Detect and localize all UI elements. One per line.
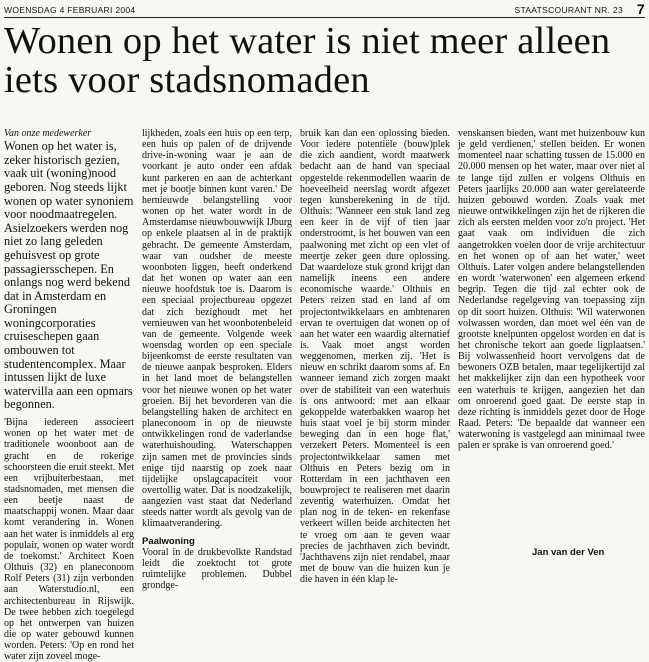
column-1 <box>4 128 134 662</box>
column-3 <box>300 128 450 585</box>
byline-top: Van onze medewerker <box>4 128 92 139</box>
column-2-text: lijkheden, zoals een huis op een terp, een huis op palen of de drijvende drive-in-woning waar je aan de voorkant je auto onder een afdak kunt parkeren en aan de achterkant met je bootje binnen kunt varen.' De hernieuwde belangstelling voor wonen op het water wordt in de Amsterdamse nieuwbouwwijk IJburg op enkele plaatsen al in de praktijk gebracht. De gemeente Amsterdam, waar van oudsher de meeste woonboten liggen, heeft onderkend dat het wonen op water aan een nieuwe hoofdstuk toe is. Daarom is een speciaal projectbureau opgezet dat zich bezighoudt met het vernieuwen van het woonbotenbeleid van de gemeente. Volgende week woensdag worden op een speciale bijeenkomst de eerste resultaten van de nieuwe aanpak besproken. Elders in het land moet de belangstellen voor het nieuwe wonen op het water groeien. Bij het bevorderen van die belangstelling haken de architect en planeconoom in op de nieuwste ontwikkelingen rond de vaderlandse waterhuishouding. Waterschappen zijn samen met de provincies sinds enige tijd naarstig op zoek naar tijdelijke opslagcapaciteit voor overtollig water. Dat is noodzakelijk, aangezien vast staat dat Nederland steeds natter wordt als gevolg van de klimaatverandering. <box>142 128 292 530</box>
column-2-text-b: Vooral in de drukbevolkte Randstad leidt die zoektocht tot grote ruimtelijke problemen. Dubbel grondge- <box>142 546 292 592</box>
header-rule <box>4 17 645 18</box>
newspaper-name: STAATSCOURANT NR. 23 <box>514 5 623 15</box>
intro-paragraph: Wonen op het water is, zeker historisch gezien, vaak uit (woning)nood geboren. Nog steeds lijkt wonen op water synoniem voor noodmaatregelen. Asielzoekers werden nog niet zo lang geleden gehuisvest op grote passagiersschepen. En onlangs nog werd bekend dat in Amsterdam en Groningen woningcorporaties cruiseschepen gaan ombouwen tot studentencomplex. Maar intussen lijkt de luxe watervilla aan een opmars begonnen. <box>4 139 134 412</box>
page-header <box>4 2 645 16</box>
issue-date: WOENSDAG 4 FEBRUARI 2004 <box>4 5 136 15</box>
column-1-text: 'Bijna iedereen associeert wonen op het water met de traditionele woonboot aan de gracht en de rokerige schoorsteen die eruit steekt. Met een vrijbuiterbestaan, met stadsnomaden, met mensen die een beetje naast de maatschappij wonen. Maar daar komt verandering in. Wonen aan het water is inmiddels al erg populair, wonen op water wordt de toekomst.' Architect Koen Olthuis (32) en planeconoom Rolf Peters (31) zijn verbonden aan Waterstudio.nl, een architectenbureau in Rijswijk. De twee hebben zich toegelegd op het ontwerpen van huizen die op water gebouwd kunnen worden. Peters: 'Op en rond het water zijn zoveel moge- <box>4 417 134 662</box>
column-3-text: bruik kan dan een oplossing bieden. Voor iedere potentiële (bouw)plek die zich aandient, wordt maatwerk bedacht aan de hand van speciaal opgestelde rekenmodellen waarin de hoeveelheid neerslag wordt afgezet tegen kunsberekening in de tijd. Olthuis: 'Wanneer een stuk land zeg een keer in de vijf of tien jaar onderstroomt, is het bouwen van een paalwoning met zicht op een vlet of meertje zeker geen dure oplossing. Dat waardeloze stuk grond krijgt dan namelijk ineens een andere economische waarde.' Olthuis en Peters reizen stad en land af om projectontwikkelaars en ambtenaren ervan te overtuigen dat wonen op of aan het water een waardig alternatief is. Vaak moet angst worden weggenomen, merken zij. 'Het is nieuw en schrikt daarom soms af. En wanneer iemand zich zorgen maakt over de stabiliteit van een waterhuis is ons antwoord: met aan elkaar gekoppelde waterbakken waarop het huis staat voel je bij storm minder beweging dan in een hoge flat,' verzekert Peters. Momenteel is een projectontwikkelaar samen met Olthuis en Peters bezig om in Rotterdam in een jachthaven een bouwproject te realiseren met daarin zeventig waterhuizen. Omdat het plan nog in de teken- en rekenfase verkeert willen beide architecten het te vroeg om aan te geven waar precies de jachthaven zich bevindt. 'Jachthavens zijn niet rendabel, maar met de bouw van die huizen kun je die haven in één klap le- <box>300 128 450 586</box>
headline: Wonen op het water is niet meer alleen iets voor stadsnomaden <box>4 20 611 101</box>
subhead: Paalwoning <box>142 535 195 547</box>
author-byline: Jan van der Ven <box>532 547 605 558</box>
column-4-text: venskansen bieden, want met huizenbouw kun je geld verdienen,' stellen beiden. Er wonen momenteel naar schatting tussen de 15.000 en 20.000 mensen op het water, maar over niet al te lange tijd zullen er volgens Olthuis en Peters jaarlijks 20.000 aan water gerelateerde huizen gebouwd worden. Zoals vaak met nieuwe ontwikkelingen zijn het de rijkeren die zich als eersten melden voor zo'n project. 'Het gaat vaak om individuen die zich aangetrokken voelen door de vrije architectuur en het wonen op of aan het water,' weet Olthuis. Later volgen andere belangstellenden en wordt 'waterwonen' een algemeen erkend begrip. Tegen die tijd zal echter ook de Nederlandse regelgeving van toepassing zijn op dit soort huizen. Olthuis: 'Wil waterwonen volwassen worden, dan moet wel één van de grootste knelpunten opgelost worden en dat is het chronische tekort aan goede ligplaatsen.' Bij volwassenheid hoort vervolgens dat de bewoners OZB betalen, maar tegelijkertijd zal het makkelijker zijn dan een hypotheek voor een waterhuis te krijgen, aangezien het dan om onroerend goed gaat. De eerste stap in deze richting is inmiddels gezet door de Hoge Raad. Peters: 'De bepaalde dat wanneer een waterwoning is vastgelegd aan minimaal twee palen er sprake is van onroerend goed.' <box>458 128 645 452</box>
page-number: 7 <box>636 1 645 17</box>
column-2 <box>142 128 292 591</box>
column-4 <box>458 128 645 452</box>
